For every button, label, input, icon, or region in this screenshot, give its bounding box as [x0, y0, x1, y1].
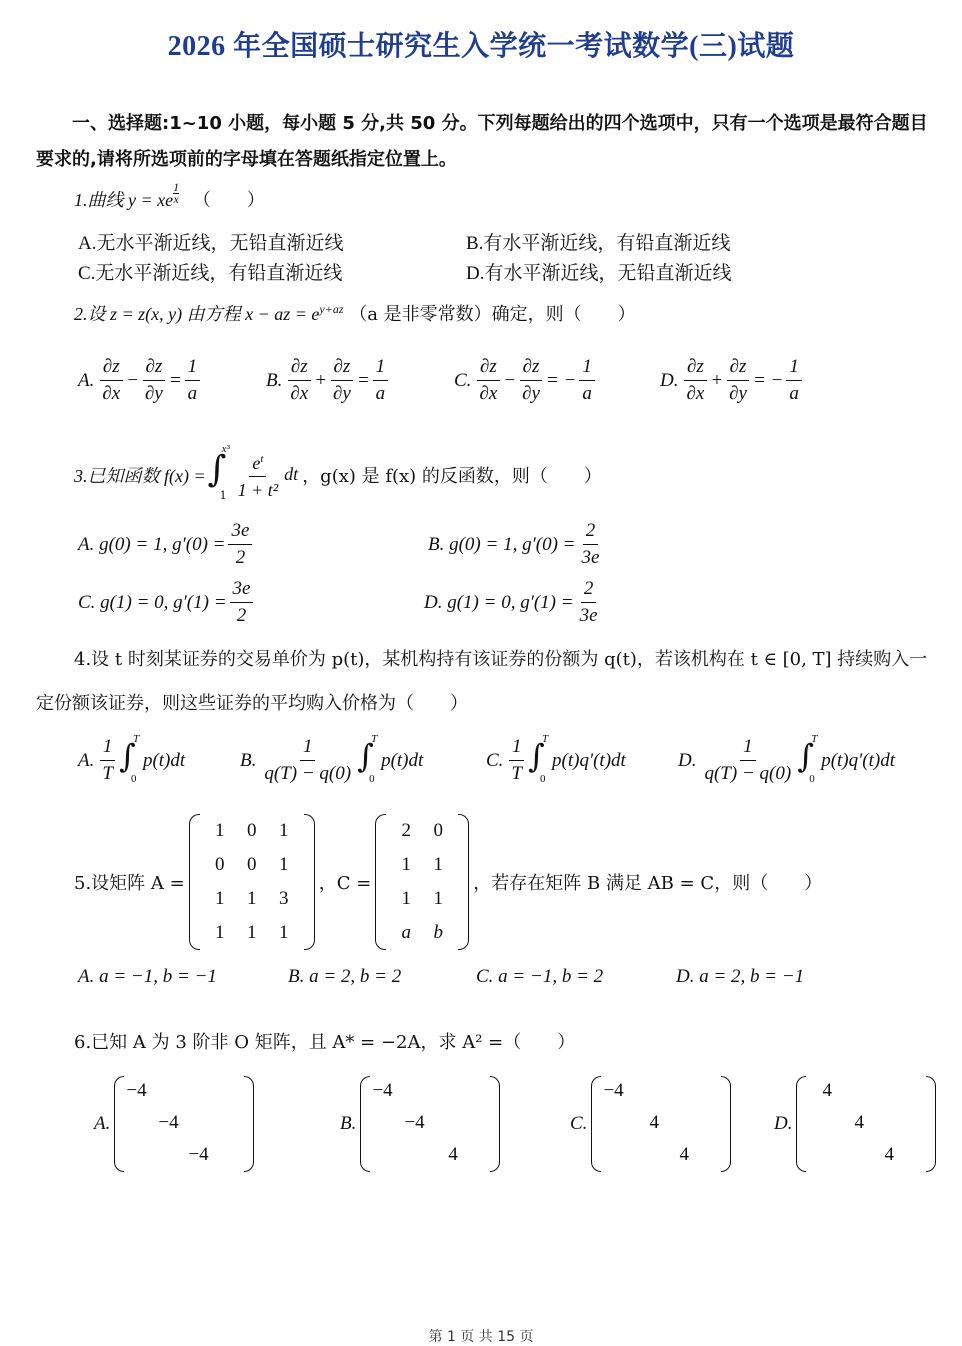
coefficient-fraction-num: 1 [740, 734, 756, 761]
equals: = − [545, 369, 577, 391]
partial-z-y [519, 354, 543, 407]
q2-option-d [660, 354, 805, 407]
partial-z-y-den: ∂y [522, 383, 540, 404]
integral [797, 732, 818, 787]
q3-lower-limit: 1 [219, 488, 227, 502]
rhs-fraction [373, 354, 389, 407]
matrix-a-entry: 1 [278, 820, 289, 841]
q1-stem-text: 1.曲线 y = xe [74, 190, 174, 210]
diagonal-entry: 4 [448, 1144, 458, 1165]
diagonal-entry: 4 [822, 1080, 832, 1101]
diagonal-matrix [796, 1076, 936, 1172]
partial-z-x-num: ∂z [288, 354, 311, 381]
partial-z-y-num: ∂z [143, 354, 166, 381]
q3-dt: dt [284, 464, 299, 484]
lower-limit: 0 [130, 772, 137, 785]
integrand: p(t)q′(t)dt [552, 749, 626, 771]
upper-limit: T [132, 732, 140, 745]
q4-option-c [486, 734, 626, 787]
q4-option-d [678, 734, 895, 787]
option-fraction-den: 3e [581, 547, 600, 568]
matrix-a-entry: 1 [214, 820, 225, 841]
partial-z-x-num: ∂z [477, 354, 500, 381]
matrix-a-entry: 1 [214, 888, 225, 909]
q1-exp-num: 1 [173, 180, 180, 194]
q3-option-b [428, 518, 605, 571]
q5-prefix: 5.设矩阵 A = [74, 873, 185, 894]
integral-sign-icon: ∫ [118, 736, 136, 775]
partial-z-y-num: ∂z [331, 354, 354, 381]
matrix-c-entry: 1 [401, 854, 412, 875]
partial-z-y-den: ∂y [333, 383, 351, 404]
integral-sign-icon: ∫ [357, 736, 374, 775]
matrix-a-entry: 1 [278, 854, 289, 875]
question-2-stem [74, 300, 636, 326]
q1-paren: （ ） [192, 190, 265, 211]
integrand: p(t)dt [381, 749, 424, 771]
page-title: 2026 年全国硕士研究生入学统一考试数学(三)试题 [167, 31, 795, 62]
partial-z-x-den: ∂x [102, 383, 121, 404]
q5-option-d: D. a = 2, b = −1 [676, 966, 805, 987]
diagonal-entry: −4 [126, 1080, 147, 1101]
rhs-fraction-num: 1 [786, 354, 802, 381]
coefficient-fraction-den: q(T) − q(0) [264, 763, 352, 784]
q2-option-b [266, 354, 391, 407]
upper-limit: T [371, 732, 378, 745]
option-fraction [230, 576, 254, 629]
q5-mid: ，C = [318, 873, 372, 894]
option-fraction-num: 2 [583, 518, 599, 545]
option-fraction [577, 576, 601, 629]
coefficient-fraction [261, 734, 354, 787]
operator: − [126, 369, 140, 391]
section-heading [36, 106, 936, 178]
q5-option-a: A. a = −1, b = −1 [78, 966, 217, 987]
option-label: B. [240, 749, 257, 771]
diagonal-entry: −4 [372, 1080, 393, 1101]
diagonal-matrix [114, 1076, 254, 1172]
integral [357, 732, 378, 787]
q3-integrand [235, 446, 282, 503]
option-label: D. [774, 1113, 793, 1134]
rhs-fraction-num: 1 [373, 354, 389, 381]
q3-den: 1 + t² [237, 480, 279, 500]
rhs-fraction-num: 1 [185, 354, 201, 381]
q2-stem-rest: （a 是非零常数）确定，则（ ） [349, 304, 636, 325]
q4-option-a [78, 734, 185, 787]
rhs-fraction-den: a [789, 383, 799, 404]
q1-option-a: A.无水平渐近线，无铅直渐近线 [78, 233, 344, 254]
q1-exponent [173, 180, 187, 206]
diagonal-entry: 4 [854, 1112, 864, 1133]
matrix-a-entry: 0 [214, 854, 225, 875]
rhs-fraction [185, 354, 201, 407]
partial-z-x-den: ∂x [290, 383, 309, 404]
q2-option-a [78, 354, 203, 407]
option-fraction-den: 2 [235, 547, 246, 568]
q2-stem-text: 2.设 z = z(x, y) 由方程 x − az = e [74, 304, 320, 324]
integral [528, 732, 549, 787]
option-fraction [578, 518, 602, 571]
upper-limit: T [811, 732, 818, 745]
coefficient-fraction [508, 734, 525, 787]
q5-option-c: C. a = −1, b = 2 [476, 966, 604, 987]
matrix-c-entry: 1 [401, 888, 412, 909]
diagonal-entry: −4 [188, 1144, 209, 1165]
coefficient-fraction-num: 1 [509, 734, 525, 761]
integral [118, 732, 140, 787]
option-label: A. [94, 1113, 111, 1134]
partial-z-y [142, 354, 166, 407]
option-label: C. [570, 1113, 588, 1134]
question-3-stem [74, 442, 602, 503]
q3-stem-rest: ，g(x) 是 f(x) 的反函数，则（ ） [302, 465, 602, 487]
diagonal-matrix [360, 1076, 500, 1172]
matrix-c-entry: 2 [401, 820, 412, 841]
q6-option-a [94, 1076, 254, 1172]
q1-option-d: D.有水平渐近线，无铅直渐近线 [466, 263, 732, 284]
q3-upper-limit: x³ [221, 442, 230, 455]
upper-limit: T [542, 732, 549, 745]
partial-z-y [330, 354, 354, 407]
option-text: A. g(0) = 1, g′(0) = [78, 533, 226, 555]
matrix-a-entry: 3 [278, 888, 289, 909]
q2-option-c [454, 354, 598, 407]
option-label: C. [486, 749, 504, 771]
partial-z-x-num: ∂z [100, 354, 123, 381]
integral-sign-icon: ∫ [797, 736, 814, 775]
option-label: B. [340, 1113, 357, 1134]
lower-limit: 0 [809, 772, 815, 785]
matrix-c-entry: 0 [433, 820, 444, 841]
operator: − [503, 369, 517, 391]
matrix-c [375, 814, 469, 950]
q3-num-exp: t [260, 453, 264, 465]
matrix-c-entry: b [433, 922, 444, 943]
diagonal-entry: −4 [158, 1112, 179, 1133]
partial-z-y [726, 354, 750, 407]
option-label: C. [454, 369, 472, 391]
equals: = − [752, 369, 784, 391]
partial-z-y-den: ∂y [145, 383, 163, 404]
rhs-fraction-den: a [375, 383, 386, 404]
diagonal-entry: −4 [603, 1080, 624, 1101]
q3-option-d [424, 576, 604, 629]
q2-exponent: y+az [319, 302, 344, 316]
q3-option-c [78, 576, 256, 629]
q1-exp-den: x [173, 192, 179, 206]
q4-stem-text: 4.设 t 时刻某证券的交易单价为 p(t)，某机构持有该证券的份额为 q(t)，若该机构在 t ∈ [0, T] 持续购入一定份额该证券，则这些证券的平均购入价格为（ ） [36, 649, 928, 714]
integral-sign-icon: ∫ [207, 448, 227, 490]
q6-option-b [340, 1076, 500, 1172]
coefficient-fraction [701, 734, 794, 787]
partial-z-y-num: ∂z [520, 354, 543, 381]
q3-stem-text: 3.已知函数 f(x) = [74, 465, 206, 486]
option-fraction-num: 3e [230, 576, 254, 603]
rhs-fraction [579, 354, 595, 407]
matrix-c-entry: 1 [433, 854, 444, 875]
equals: = [356, 369, 370, 391]
matrix-a-entry: 1 [214, 922, 225, 943]
operator: + [314, 369, 328, 391]
diagonal-matrix [591, 1076, 731, 1172]
partial-z-x [287, 354, 311, 407]
partial-z-x [683, 354, 707, 407]
option-label: A. [78, 369, 95, 391]
option-text: D. g(1) = 0, g′(1) = [424, 591, 574, 613]
rhs-fraction-num: 1 [579, 354, 595, 381]
matrix-a-entry: 0 [246, 854, 257, 875]
coefficient-fraction [99, 734, 116, 787]
matrix-a [189, 814, 315, 950]
q5-stem-rest: ，若存在矩阵 B 满足 AB = C，则（ ） [473, 873, 823, 894]
operator: + [710, 369, 724, 391]
equals: = [168, 369, 182, 391]
diagonal-entry: −4 [404, 1112, 425, 1133]
matrix-c-entry: a [401, 922, 412, 943]
coefficient-fraction-den: q(T) − q(0) [704, 763, 792, 784]
question-5-stem [74, 814, 822, 950]
diagonal-entry: 4 [884, 1144, 894, 1165]
matrix-a-entry: 1 [246, 888, 257, 909]
partial-z-y-den: ∂y [729, 383, 747, 404]
partial-z-x [99, 354, 123, 407]
option-label: B. [266, 369, 283, 391]
q3-num: e [252, 453, 261, 473]
matrix-a-entry: 1 [278, 922, 289, 943]
q6-option-d [774, 1076, 936, 1172]
q3-integral [206, 442, 232, 503]
rhs-fraction-den: a [582, 383, 592, 404]
q3-option-a [78, 518, 255, 571]
matrix-a-entry: 1 [246, 922, 257, 943]
question-1-stem [74, 180, 265, 212]
partial-z-x-den: ∂x [686, 383, 705, 404]
option-label: A. [78, 749, 95, 771]
option-fraction-den: 2 [236, 605, 247, 626]
coefficient-fraction-num: 1 [100, 734, 116, 761]
option-label: D. [678, 749, 697, 771]
diagonal-entry: 4 [649, 1112, 659, 1133]
q6-option-c [570, 1076, 731, 1172]
option-label: D. [660, 369, 679, 391]
lower-limit: 0 [369, 772, 375, 785]
matrix-a-entry: 0 [246, 820, 257, 841]
question-4-stem [36, 638, 936, 726]
option-fraction-num: 3e [228, 518, 252, 545]
q5-option-b: B. a = 2, b = 2 [288, 966, 402, 987]
option-fraction-num: 2 [581, 576, 597, 603]
page-footer: 第 1 页 共 15 页 [428, 1329, 534, 1345]
integrand: p(t)dt [142, 749, 186, 771]
partial-z-y-num: ∂z [727, 354, 750, 381]
section-heading-text: 一、选择题:1~10 小题，每小题 5 分,共 50 分。下列每题给出的四个选项中，只有一个选项是最符合题目要求的,请将所选项前的字母填在答题纸指定位置上。 [36, 113, 928, 170]
lower-limit: 0 [540, 772, 546, 785]
matrix-c-entry: 1 [433, 888, 444, 909]
option-text: C. g(1) = 0, g′(1) = [78, 591, 227, 613]
option-fraction-den: 3e [579, 605, 598, 626]
q1-option-b: B.有水平渐近线，有铅直渐近线 [466, 233, 731, 254]
option-text: B. g(0) = 1, g′(0) = [428, 533, 576, 555]
diagonal-entry: 4 [679, 1144, 689, 1165]
q4-option-b [240, 734, 423, 787]
integral-sign-icon: ∫ [528, 736, 545, 775]
q1-option-c: C.无水平渐近线，有铅直渐近线 [78, 263, 343, 284]
partial-z-x-den: ∂x [479, 383, 498, 404]
partial-z-x-num: ∂z [684, 354, 707, 381]
coefficient-fraction-num: 1 [300, 734, 316, 761]
coefficient-fraction-den: T [511, 763, 523, 784]
integrand: p(t)q′(t)dt [821, 749, 895, 771]
partial-z-x [476, 354, 500, 407]
rhs-fraction [786, 354, 802, 407]
option-fraction [228, 518, 252, 571]
coefficient-fraction-den: T [102, 763, 113, 784]
question-6-stem: 6.已知 A 为 3 阶非 O 矩阵，且 A* = −2A，求 A² =（ ） [74, 1032, 576, 1053]
rhs-fraction-den: a [187, 383, 198, 404]
